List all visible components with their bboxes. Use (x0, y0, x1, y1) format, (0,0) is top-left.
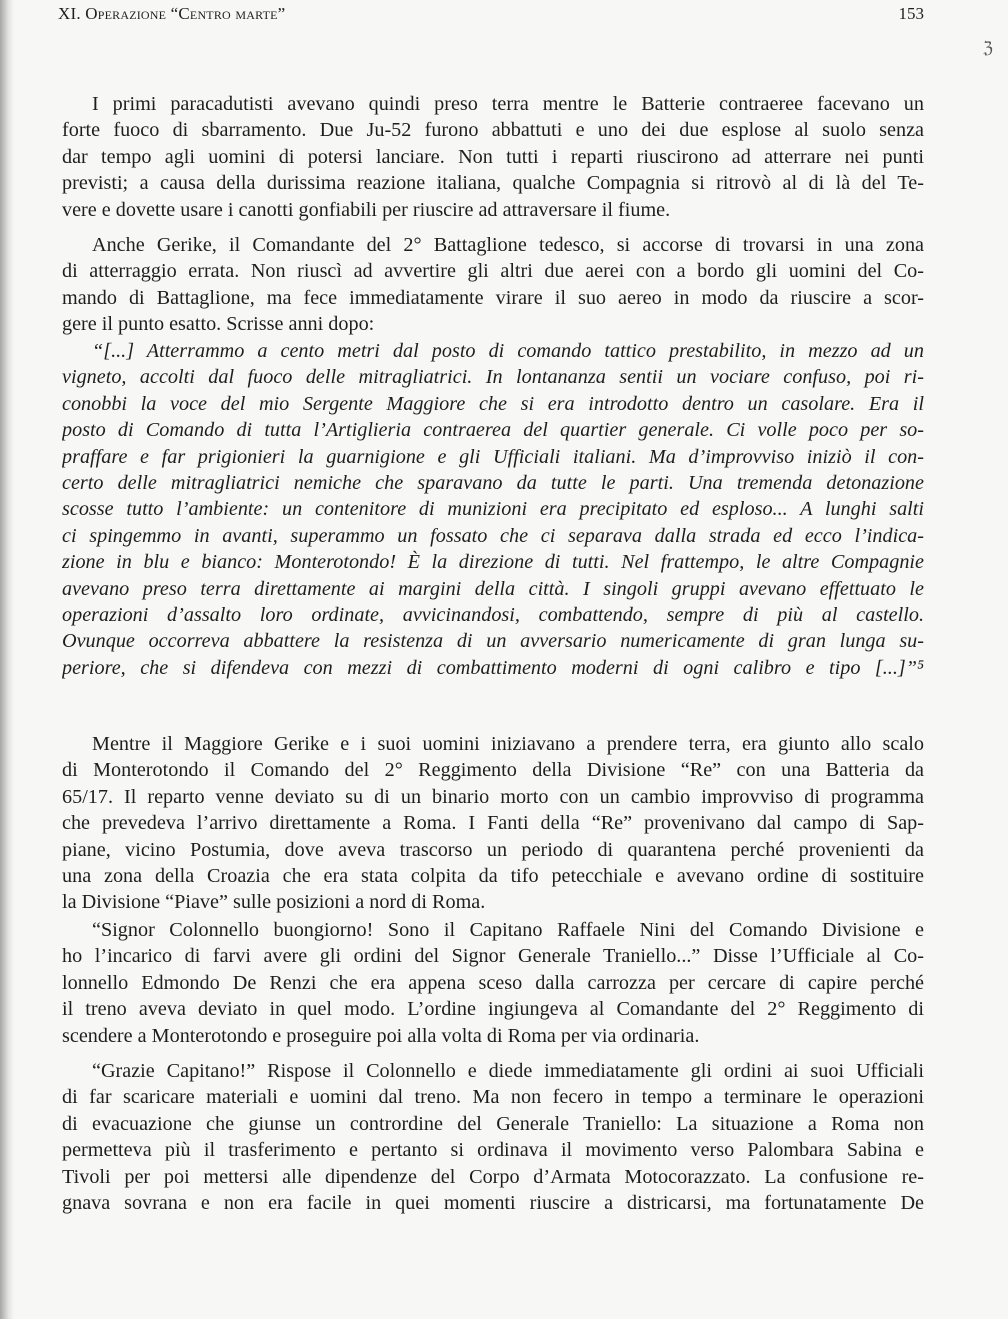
text-line: Tivoli per poi mettersi alle dipendenze del Corpo d’Armata Motocorazzato. La confusione re- (62, 1165, 924, 1188)
quote-line: zione in blu e bianco: Monterotondo! È la direzione di tutti. Nel frattempo, le altre Compagnie (62, 551, 924, 574)
text-line: di atterraggio errata. Non riuscì ad avvertire gli altri due aerei con a bordo gli uomini del Co- (62, 260, 924, 283)
text-line: mando di Battaglione, ma fece immediatamente virare il suo aereo in modo da riuscire a scor- (62, 286, 924, 309)
paragraph (62, 917, 924, 1049)
quote-line: certo delle mitragliatrici nemiche che sparavano da tutte le parti. Una tremenda detonazione (62, 471, 924, 494)
paragraph (62, 232, 924, 338)
quote-line: ci spingemmo in avanti, superammo un fossato che ci separava dalla strada ed ecco l’indica- (62, 524, 924, 547)
block-quote (62, 338, 924, 681)
text-line: Mentre il Maggiore Gerike e i suoi uomini iniziavano a prendere terra, era giunto allo scalo (92, 733, 924, 755)
text-line: di far scaricare materiali e uomini dal treno. Ma non fecero in tempo a terminare le operazioni (62, 1086, 924, 1109)
quote-line: operazioni d’assalto loro ordinate, avvicinandosi, combattendo, sempre di più al castello. (62, 603, 924, 626)
text-line: gnava sovrana e non era facile in quei momenti riuscire a districarsi, ma fortunatamente De (62, 1191, 924, 1214)
text-line: “Grazie Capitano!” Rispose il Colonnello e diede immediatamente gli ordini ai suoi Ufficiali (92, 1060, 924, 1082)
text-line: previsti; a causa della durissima reazione italiana, qualche Compagnia si ritrovò al di là del Te- (62, 172, 924, 195)
quote-line: avevano preso terra direttamente ai margini della città. I singoli gruppi avevano effettuato le (62, 577, 924, 600)
quote-line: “[...] Atterrammo a cento metri dal posto di comando tattico prestabilito, in mezzo ad un (92, 340, 924, 362)
text-line: Anche Gerike, il Comandante del 2° Battaglione tedesco, si accorse di trovarsi in una zona (92, 234, 924, 256)
quote-line: praffare e far prigionieri la guarnigione e gli Ufficiali italiani. Ma d’improvviso iniziò il con- (62, 445, 924, 468)
text-line: I primi paracadutisti avevano quindi preso terra mentre le Batterie contraeree facevano un (92, 93, 924, 115)
text-line: ho l’incarico di farvi avere gli ordini del Signor Generale Traniello...” Disse l’Ufficiale al Co- (62, 945, 924, 968)
text-line: gere il punto esatto. Scrisse anni dopo: (62, 313, 375, 336)
text-line: piane, vicino Postumia, dove aveva trascorso un periodo di quarantena perché provenienti da (62, 838, 924, 861)
paragraph (62, 731, 924, 916)
page-gutter-shadow (0, 0, 14, 1319)
text-line: di evacuazione che giunse un contrordine del Generale Traniello: La situazione a Roma non (62, 1112, 924, 1135)
quote-line: scosse tutto l’ambiente: un contenitore di munizioni era precipitato ed esploso... A lunghi salti (62, 498, 924, 521)
quote-line: conobbi la voce del mio Sergente Maggiore che si era introdotto dentro un casolare. Era il (62, 392, 924, 415)
quote-line: vigneto, accolti dal fuoco delle mitragliatrici. In lontananza sentii un vociare confuso, poi ri- (62, 366, 924, 389)
running-title: XI. Operazione “Centro marte” (58, 4, 286, 23)
text-line: una zona della Croazia che era stata colpita da tifo petecchiale e avevano ordine di sostituire (62, 864, 924, 887)
text-line: permetteva più il trasferimento e pertanto si ordinava il movimento verso Palombara Sabina e (62, 1139, 924, 1162)
page-number: 153 (898, 4, 924, 23)
page-header (58, 4, 924, 30)
text-line: il treno aveva deviato in quel modo. L’ordine ingiungeva al Comandante del 2° Reggimento di (62, 998, 924, 1021)
quote-line: Ovunque occorreva abbattere la resistenza di un avversario numericamente di gran lunga su- (62, 630, 924, 653)
quote-line: posto di Comando di tutta l’Artiglieria contraerea del quartier generale. Ci volle poco per so- (62, 419, 924, 442)
text-line: forte fuoco di sbarramento. Due Ju-52 furono abbattuti e uno dei due esplose al suolo senza (62, 119, 924, 142)
text-line: dar tempo agli uomini di potersi lanciare. Non tutti i reparti riuscirono ad atterrare nei punti (62, 145, 924, 168)
text-line: 65/17. Il reparto venne deviato su di un binario morto con un cambio improvviso di programma (62, 785, 924, 808)
text-line: la Divisione “Piave” sulle posizioni a nord di Roma. (62, 891, 486, 914)
text-line: che prevedeva l’arrivo direttamente a Roma. I Fanti della “Re” provenivano dal campo di Sap- (62, 812, 924, 835)
edge-mark: ℨ (983, 40, 993, 57)
text-line: “Signor Colonnello buongiorno! Sono il Capitano Raffaele Nini del Comando Divisione e (92, 919, 924, 941)
text-line: di Monterotondo il Comando del 2° Reggimento della Divisione “Re” con una Batteria da (62, 759, 924, 782)
paragraph (62, 1058, 924, 1216)
paragraph (62, 91, 924, 223)
text-line: lonnello Edmondo De Renzi che era appena sceso dalla carrozza per cercare di capire perché (62, 971, 924, 994)
text-line: scendere a Monterotondo e proseguire poi alla volta di Roma per via ordinaria. (62, 1024, 700, 1047)
quote-line: periore, che si difendeva con mezzi di combattimento moderni di ogni calibro e tipo [...]”⁵ (62, 656, 924, 679)
text-line: vere e dovette usare i canotti gonfiabili per riuscire ad attraversare il fiume. (62, 198, 671, 221)
